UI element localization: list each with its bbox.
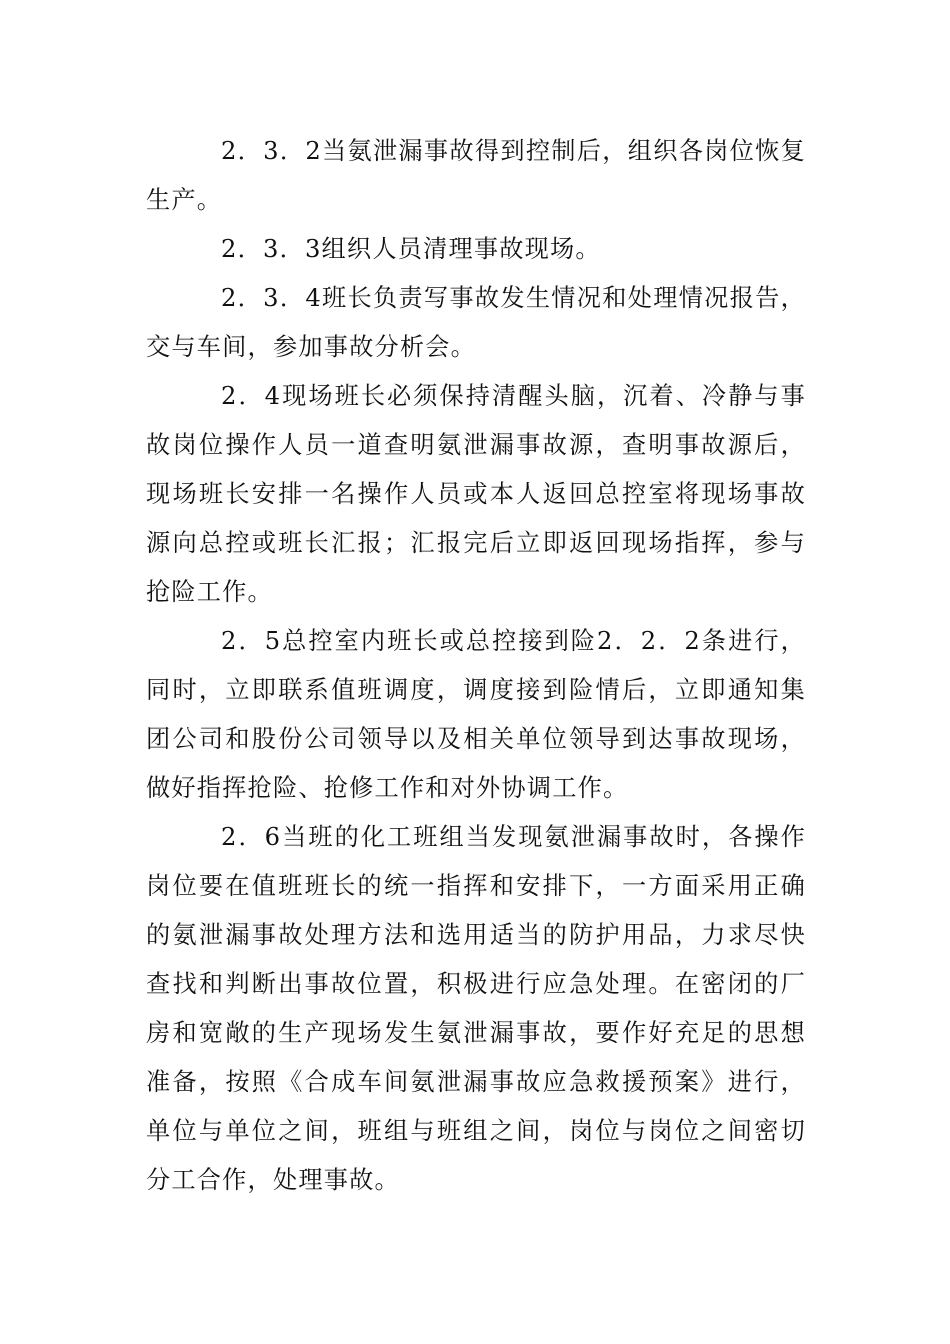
document-body	[146, 127, 806, 1205]
paragraph-2-4: 2．4现场班长必须保持清醒头脑，沉着、冷静与事故岗位操作人员一道查明氨泄漏事故源，查明事故源后，现场班长安排一名操作人员或本人返回总控室将现场事故源向总控或班长汇报；汇报完后立即返回现场指挥，参与抢险工作。	[146, 382, 806, 606]
paragraph-2-5: 2．5总控室内班长或总控接到险2．2．2条进行，同时，立即联系值班调度，调度接到险情后，立即通知集团公司和股份公司领导以及相关单位领导到达事故现场，做好指挥抢险、抢修工作和对外协调工作。	[146, 627, 806, 802]
paragraph-2-3-2: 2．3．2当氨泄漏事故得到控制后，组织各岗位恢复生产。	[146, 137, 806, 214]
paragraph-2-3-4: 2．3．4班长负责写事故发生情况和处理情况报告，交与车间，参加事故分析会。	[146, 284, 806, 361]
paragraph-2-3-3: 2．3．3组织人员清理事故现场。	[221, 235, 601, 263]
paragraph-2-6: 2．6当班的化工班组当发现氨泄漏事故时，各操作岗位要在值班班长的统一指挥和安排下，一方面采用正确的氨泄漏事故处理方法和选用适当的防护用品，力求尽快查找和判断出事故位置，积极进行应急处理。在密闭的厂房和宽敞的生产现场发生氨泄漏事故，要作好充足的思想准备，按照《合成车间氨泄漏事故应急救援预案》进行，单位与单位之间，班组与班组之间，岗位与岗位之间密切分工合作，处理事故。	[146, 823, 806, 1194]
